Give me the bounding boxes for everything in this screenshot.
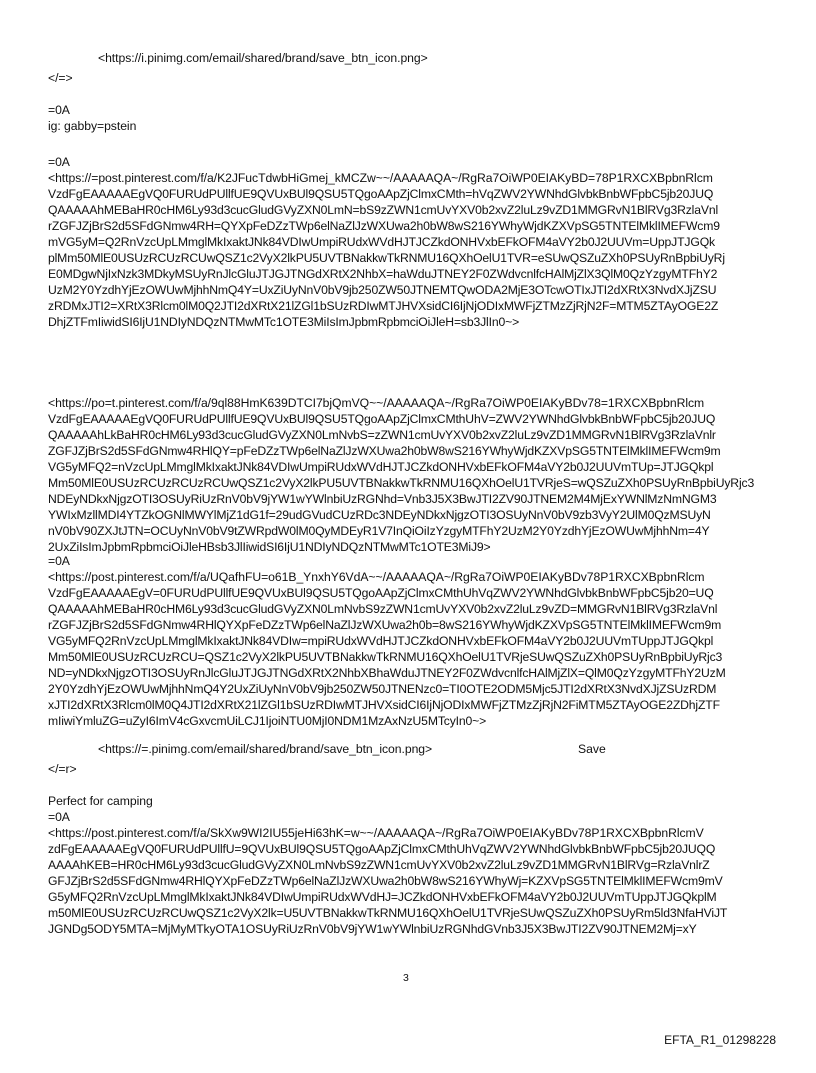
url-fragment: rZGFJZjBrS2d5SFdGNmw4RH=QYXpFeDZzTWp6elNaZlJzWXUwa2h0bW8wS216YWhyWjdKZXVpSG5TNTElMklIMEFWcm9 bbox=[48, 219, 720, 233]
tracking-url-line: <https://=post.pinterest.com/f/a/K2JFucTdwbHiGmej_kMCZw~~/AAAAAQA~/RgRa7OiWP0EIAKyBD=78P1RXCXBpbnRlcm bbox=[48, 171, 713, 185]
caption-line: ig: gabby=pstein bbox=[48, 119, 137, 133]
closing-tag-line: </=r> bbox=[48, 762, 77, 776]
url-fragment: Mm50MlE0USUzRCUzRCUzRCUwQSZ1c2VyX2lkPU5UVTBNakkwTkRNMU16QXhOelU1TVRjeS=wQSZuZXh0PSUyRnBpbiUyRjc3 bbox=[48, 476, 755, 490]
url-fragment: mIiwiYmluZG=uZyI6ImV4cGxvcmUiLCJ1IjoiNTU0MjI0NDM1MzAxNzU5MTcyIn0~> bbox=[48, 714, 487, 728]
tracking-url-line: <https://po=t.pinterest.com/f/a/9ql88HmK639DTCI7bjQmVQ~~/AAAAAQA~/RgRa7OiWP0EIAKyBDv78=1RXCXBpbnRlcm bbox=[48, 396, 705, 410]
url-fragment: JGNDg5ODY5MTA=MjMyMTkyOTA1OSUyRiUzRnV0bV9jYW1wYWlnbiUzRGNhdGVnb3J5X3BwJTI2ZV90JTNEM2Mj=xY bbox=[48, 922, 697, 936]
page-number: 3 bbox=[403, 972, 409, 984]
image-url-line: <https://=.pinimg.com/email/shared/brand/save_btn_icon.png> bbox=[98, 742, 433, 756]
url-fragment: VzdFgEAAAAAEgV=0FURUdPUllfUE9QVUxBUl9QSU5TQgoAApZjClmxCMthUhVqZWV2YWNhdGlvbkBnbWFpbC5jb20=UQ bbox=[48, 586, 714, 600]
url-fragment: ND=yNDkxNjgzOTI3OSUyRnJlcGluJTJGJTNGdXRtX2NhbXBhaWduJTNEY2F0ZWdvcnlfcHAlMjZlX=QlM0QzYzgyMTFhY2UzM bbox=[48, 666, 726, 680]
url-fragment: VG5yMFQ2RnVzcUpLMmglMkIxaktJNk84VDIw=mpiRUdxWVdHJTJCZkdONHVxbEFkOFM4aVY2b0J2UUVmTUppJTJGQkpl bbox=[48, 634, 714, 648]
closing-tag-line: </=> bbox=[48, 71, 73, 85]
encoded-newline: =0A bbox=[48, 810, 70, 824]
url-continuation-block bbox=[48, 411, 778, 555]
encoded-newline: =0A bbox=[48, 155, 70, 169]
url-continuation-block bbox=[48, 841, 778, 937]
url-fragment: AAAAhKEB=HR0cHM6Ly93d3cucGludGVyZXN0LmNvbS9zZWN1cmUvYXV0b2xvZ2luLz9vZD1MMGRvN1BlRVg=RzlaVnlrZ bbox=[48, 858, 710, 872]
url-fragment: QAAAAAhMEBaHR0cHM6Ly93d3cucGludGVyZXN0LmNvbS9zZWN1cmUvYXV0b2xvZ2luLz9vZD=MMGRvN1BlRVg3RzlaVnl bbox=[48, 602, 718, 616]
tracking-url-line: <https://post.pinterest.com/f/a/SkXw9WI2IU55jeHi63hK=w~~/AAAAAQA~/RgRa7OiWP0EIAKyBDv78P1RXCXBpbnRlcmV bbox=[48, 826, 704, 840]
caption-line: Perfect for camping bbox=[48, 794, 153, 808]
encoded-newline: =0A bbox=[48, 103, 70, 117]
save-label: Save bbox=[578, 742, 606, 756]
url-fragment: GFJZjBrS2d5SFdGNmw4RHlQYXpFeDZzTWp6elNaZlJzWXUwa2h0bW8wS216YWhyWj=KZXVpSG5TNTElMklIMEFWcm9mV bbox=[48, 874, 723, 888]
url-fragment: QAAAAAhLkBaHR0cHM6Ly93d3cucGludGVyZXN0LmNvbS=zZWN1cmUvYXV0b2xvZ2luLz9vZD1MMGRvN1BlRVg3RzlaVnlr bbox=[48, 428, 716, 442]
encoded-newline: =0A bbox=[48, 554, 70, 568]
url-fragment: 2Y0YzdhYjEzOWUwMjhhNmQ4Y2UxZiUyNnV0bV9jb250ZW50JTNENzc0=TI0OTE2ODM5Mjc5JTI2dXRtX3NvdXJjZSUzRDM bbox=[48, 682, 717, 696]
url-fragment: G5yMFQ2RnVzcUpLMmglMkIxaktJNk84VDIwUmpiRUdxWVdHJ=JCZkdONHVxbEFkOFM4aVY2b0J2UUVmTUppJTJGQkplM bbox=[48, 890, 717, 904]
url-fragment: xJTI2dXRtX3Rlcm0lM0Q4JTI2dXRtX21lZGl1bSUzRDIwMTJHVXsidCI6IjNjODIxMWFjZTMzZjRjN2FiMTM5ZTAyOGE2ZDhjZTF bbox=[48, 698, 720, 712]
url-fragment: UzM2Y0YzdhYjEzOWUwMjhhNmQ4Y=UxZiUyNnV0bV9jb250ZW50JTNEMTQwODA2MjE3OTcwOTIxJTI2dXRtX3NvdXJjZSU bbox=[48, 283, 717, 297]
url-fragment: VzdFgEAAAAAEgVQ0FURUdPUllfUE9QVUxBUl9QSU5TQgoAApZjClmxCMthUhV=ZWV2YWNhdGlvbkBnbWFpbC5jb20JUQ bbox=[48, 412, 716, 426]
url-fragment: rZGFJZjBrS2d5SFdGNmw4RHlQYXpFeDZzTWp6elNaZlJzWXUwa2h0b=8wS216YWhyWjdKZXVpSG5TNTElMklIMEFWcm9m bbox=[48, 618, 722, 632]
url-fragment: DhjZTFmIiwidSI6IjU1NDIyNDQzNTMwMTc1OTE3MiIsImJpbmRpbmciOiJleH=sb3JlIn0~> bbox=[48, 315, 520, 329]
url-fragment: QAAAAAhMEBaHR0cHM6Ly93d3cucGludGVyZXN0LmN=bS9zZWN1cmUvYXV0b2xvZ2luLz9vZD1MMGRvN1BlRVg3RzlaVnl bbox=[48, 203, 719, 217]
url-fragment: plMm50MlE0USUzRCUzRCUwQSZ1c2VyX2lkPU5UVTBNakkwTkRNMU16QXhOelU1TVR=eSUwQSZuZXh0PSUyRnBpbiUyRj bbox=[48, 251, 725, 265]
url-fragment: zdFgEAAAAAEgVQ0FURUdPUllfU=9QVUxBUl9QSU5TQgoAApZjClmxCMthUhVqZWV2YWNhdGlvbkBnbWFpbC5jb20JUQQ bbox=[48, 842, 716, 856]
url-fragment: nV0bV90ZXJtJTN=OCUyNnV0bV9tZWRpdW0lM0QyMDEyR1V7InQiOiIzYzgyMTFhY2UzM2Y0YzdhYjEzOWUwMjhhNm=4Y bbox=[48, 524, 710, 538]
document-id-footer: EFTA_R1_01298228 bbox=[664, 1033, 776, 1047]
url-continuation-block bbox=[48, 585, 778, 729]
url-fragment: mVG5yM=Q2RnVzcUpLMmglMkIxaktJNk84VDIwUmpiRUdxWVdHJTJCZkdONHVxbEFkOFM4aVY2b0J2UUVm=UppJTJGQk bbox=[48, 235, 715, 249]
url-fragment: YWIxMzllMDI4YTZkOGNlMWYlMjZ1dG1f=29udGVudCUzRDc3NDEyNDkxNjgzOTI3OSUyNnV0bV9zb3VyY2UlM0QzMSUyN bbox=[48, 508, 711, 522]
url-fragment: VG5yMFQ2=nVzcUpLMmglMkIxaktJNk84VDIwUmpiRUdxWVdHJTJCZkdONHVxbEFkOFM4aVY2b0J2UUVmTUp=JTJGQkpl bbox=[48, 460, 714, 474]
url-fragment: m50MlE0USUzRCUzRCUwQSZ1c2VyX2lk=U5UVTBNakkwTkRNMU16QXhOelU1TVRjeSUwQSZuZXh0PSUyRm5ld3NfaHViJT bbox=[48, 906, 728, 920]
url-fragment: zRDMxJTI2=XRtX3Rlcm0lM0Q2JTI2dXRtX21lZGl1bSUzRDIwMTJHVXsidCI6IjNjODIxMWFjZTMzZjRjN2F=MTM5ZTAyOGE2Z bbox=[48, 299, 719, 313]
url-fragment: NDEyNDkxNjgzOTI3OSUyRiUzRnV0bV9jYW1wYWlnbiUzRGNhd=Vnb3J5X3BwJTI2ZV90JTNEM2M4MjExYWNlMzNmNGM3 bbox=[48, 492, 717, 506]
url-continuation-block bbox=[48, 186, 778, 330]
tracking-url-line: <https://post.pinterest.com/f/a/UQafhFU=o61B_YnxhY6VdA~~/AAAAAQA~/RgRa7OiWP0EIAKyBDv78P1RXCXBpbnRlcm bbox=[48, 570, 705, 584]
url-fragment: E0MDgwNjIxNzk3MDkyMSUyRnJlcGluJTJGJTNGdXRtX2NhbX=haWduJTNEY2F0ZWdvcnlfcHAlMjZlX3QlM0QzYzgyMTFhY2 bbox=[48, 267, 718, 281]
url-fragment: VzdFgEAAAAAEgVQ0FURUdPUllfUE9QVUxBUl9QSU5TQgoAApZjClmxCMth=hVqZWV2YWNhdGlvbkBnbWFpbC5jb20JUQ bbox=[48, 187, 714, 201]
url-fragment: 2UxZiIsImJpbmRpbmciOiJleHBsb3JlIiwidSI6IjU1NDIyNDQzNTMwMTc1OTE3MiJ9> bbox=[48, 540, 491, 554]
url-fragment: ZGFJZjBrS2d5SFdGNmw4RHlQY=pFeDZzTWp6elNaZlJzWXUwa2h0bW8wS216YWhyWjdKZXVpSG5TNTElMklIMEFWcm9m bbox=[48, 444, 721, 458]
url-fragment: Mm50MlE0USUzRCUzRCU=QSZ1c2VyX2lkPU5UVTBNakkwTkRNMU16QXhOelU1TVRjeSUwQSZuZXh0PSUyRnBpbiUyRjc3 bbox=[48, 650, 723, 664]
image-url-line: <https://i.pinimg.com/email/shared/brand/save_btn_icon.png> bbox=[98, 51, 428, 65]
